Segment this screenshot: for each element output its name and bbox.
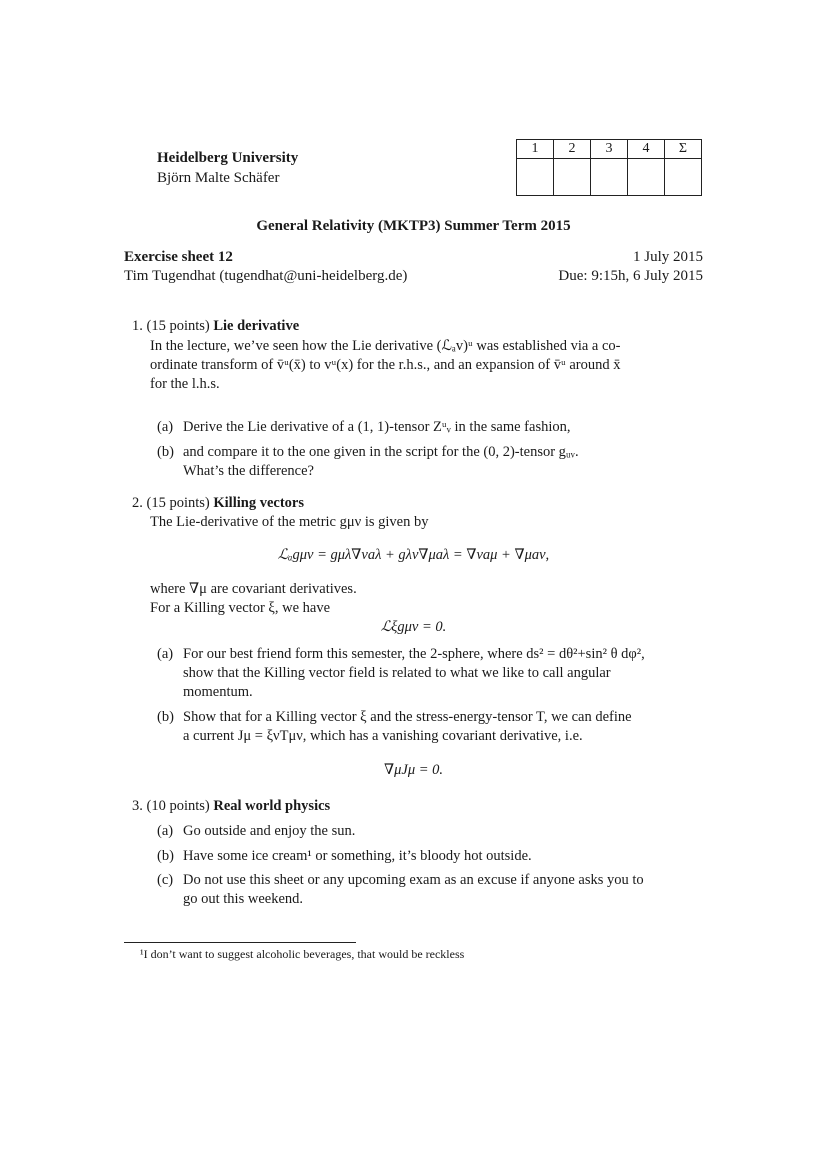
tutor-info: Tim Tugendhat (tugendhat@uni-heidelberg.de) [124,268,408,284]
score-box-3 [591,159,628,196]
score-col-sum: Σ [665,140,702,159]
score-col-4: 4 [628,140,665,159]
ex3-points: (10 points) [146,798,210,814]
ex3-b-label: (b) [157,848,174,864]
score-box-sum [665,159,702,196]
score-table [516,139,702,196]
ex1-intro-line-3: for the l.h.s. [150,376,220,392]
ex2-a-text-line-1: For our best friend form this semester, the 2-sphere, where ds² = dθ²+sin² θ dφ², [183,646,645,662]
score-col-1: 1 [517,140,554,159]
ex2-where: where ∇μ are covariant derivatives. [150,581,357,597]
ex1-a-label: (a) [157,419,174,435]
score-box-1 [517,159,554,196]
ex2-points: (15 points) [146,495,210,511]
ex1-heading [132,317,299,336]
ex3-title: Real world physics [213,798,331,814]
sheet-date: 1 July 2015 [632,249,703,265]
ex1-intro-line-1: In the lecture, we’ve seen how the Lie derivative (ℒₐv)ᵘ was established via a co- [150,338,621,354]
ex2-killing-intro: For a Killing vector ξ, we have [150,600,331,616]
ex1-title: Lie derivative [213,318,300,334]
university-name: Heidelberg University [157,150,299,166]
professor-name: Björn Malte Schäfer [157,170,280,186]
sheet-title: Exercise sheet 12 [124,249,233,265]
ex3-heading [132,797,330,816]
ex2-a-text-line-3: momentum. [183,684,253,700]
ex2-equation-killing: ℒξgμν = 0. [380,619,447,635]
footnote: ¹I don’t want to suggest alcoholic beverages, that would be reckless [140,947,465,961]
score-col-3: 3 [591,140,628,159]
ex1-b-label: (b) [157,444,174,460]
ex2-intro: The Lie-derivative of the metric gμν is given by [150,514,429,530]
ex2-a-text-line-2: show that the Killing vector field is related to what we like to call angular [183,665,611,681]
ex2-title: Killing vectors [213,495,304,511]
score-box-2 [554,159,591,196]
ex2-equation-current: ∇μJμ = 0. [383,762,444,778]
ex1-intro-line-2: ordinate transform of v̄ᵘ(x̄) to vᵘ(x) for the r.h.s., and an expansion of v̄ᵘ around x̄ [150,357,621,373]
ex3-a-text: Go outside and enjoy the sun. [183,823,356,839]
ex2-b-label: (b) [157,709,174,725]
due-date: Due: 9:15h, 6 July 2015 [558,268,703,284]
footnote-rule [124,942,356,943]
ex2-equation-lie-metric: ℒₐgμν = gμλ∇νaλ + gλν∇μaλ = ∇νaμ + ∇μaν, [277,547,550,563]
ex3-c-text-line-1: Do not use this sheet or any upcoming exam as an excuse if anyone asks you to [183,872,644,888]
ex1-points: (15 points) [146,318,210,334]
ex1-b-text-line-1: and compare it to the one given in the script for the (0, 2)-tensor gᵤᵥ. [183,444,579,460]
ex3-number: 3. [132,798,143,814]
ex2-b-text-line-2: a current Jμ = ξνTμν, which has a vanishing covariant derivative, i.e. [183,728,583,744]
ex1-b-text-line-2: What’s the difference? [183,463,314,479]
ex2-a-label: (a) [157,646,174,662]
ex3-a-label: (a) [157,823,174,839]
ex2-number: 2. [132,495,143,511]
score-col-2: 2 [554,140,591,159]
score-box-4 [628,159,665,196]
ex2-heading [132,494,304,513]
ex1-a-text: Derive the Lie derivative of a (1, 1)-tensor Zᵘᵥ in the same fashion, [183,419,571,435]
ex3-c-text-line-2: go out this weekend. [183,891,304,907]
ex3-c-label: (c) [157,872,174,888]
ex3-b-text: Have some ice cream¹ or something, it’s bloody hot outside. [183,848,532,864]
ex1-number: 1. [132,318,143,334]
ex2-b-text-line-1: Show that for a Killing vector ξ and the stress-energy-tensor T, we can define [183,709,632,725]
course-title: General Relativity (MKTP3) Summer Term 2015 [256,218,571,234]
